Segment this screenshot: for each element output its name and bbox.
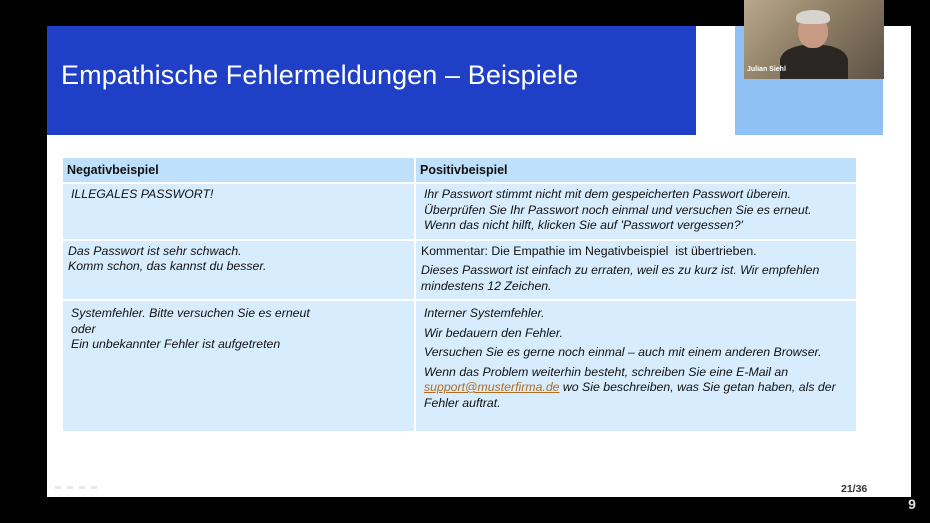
table-row xyxy=(63,241,856,300)
neg-line: ILLEGALES PASSWORT! xyxy=(71,187,214,201)
presenter-hair xyxy=(796,10,830,24)
pos-line: Versuchen Sie es gerne noch einmal – auch mit einem anderen Browser. xyxy=(424,345,822,359)
slide-toolbar xyxy=(55,486,97,489)
header-negative: Negativbeispiel xyxy=(63,158,414,182)
neg-line: Ein unbekannter Fehler ist aufgetreten xyxy=(71,337,281,351)
pos-line-contact xyxy=(421,365,851,412)
pos-line: Ihr Passwort stimmt nicht mit dem gespeicherten Passwort überein. xyxy=(424,187,791,201)
presentation-slide xyxy=(47,26,911,497)
neg-line: Das Passwort ist sehr schwach. xyxy=(68,243,242,258)
row1-negative xyxy=(63,184,414,239)
pos-line: Dieses Passwort ist einfach zu erraten, weil es zu kurz ist. Wir empfehlen mindestens 12 Zeichen. xyxy=(421,263,820,293)
table-row xyxy=(63,301,856,431)
toolbar-menu-icon[interactable] xyxy=(79,486,85,489)
title-band xyxy=(47,26,696,135)
row3-negative xyxy=(63,301,414,431)
row1-positive xyxy=(416,184,856,239)
toolbar-more-icon[interactable] xyxy=(91,486,97,489)
table-header-row xyxy=(63,158,856,182)
neg-line: oder xyxy=(71,321,96,336)
app-logo-icon: 9 xyxy=(908,496,916,512)
header-positive: Positivbeispiel xyxy=(416,158,856,182)
pos-line: Interner Systemfehler. xyxy=(424,306,545,320)
toolbar-prev-icon[interactable] xyxy=(55,486,61,489)
pos-line: Wir bedauern den Fehler. xyxy=(424,325,563,340)
slide-title: Empathische Fehlermeldungen – Beispiele xyxy=(61,60,579,90)
presenter-video xyxy=(744,0,884,79)
neg-line: Komm schon, das kannst du besser. xyxy=(68,259,267,273)
comment-line: Kommentar: Die Empathie im Negativbeispiel ist übertrieben. xyxy=(421,243,757,258)
presenter-name: Julian Siehl xyxy=(747,66,786,73)
toolbar-next-icon[interactable] xyxy=(67,486,73,489)
contact-text-after: wo Sie beschreiben, was Sie getan haben, als der Fehler auftrat. xyxy=(424,380,836,410)
pos-line: Überprüfen Sie Ihr Passwort noch einmal und versuchen Sie es erneut. xyxy=(424,202,812,217)
table-row xyxy=(63,184,856,239)
page-number: 21/36 xyxy=(841,483,868,495)
contact-text-before: Wenn das Problem weiterhin besteht, schreiben Sie eine E-Mail an xyxy=(424,364,789,379)
neg-line: Systemfehler. Bitte versuchen Sie es erneut xyxy=(71,306,310,320)
examples-table xyxy=(61,156,858,433)
support-email-link[interactable]: support@musterfirma.de xyxy=(424,380,560,394)
presenter-body xyxy=(780,45,848,79)
pos-line: Wenn das nicht hilft, klicken Sie auf 'Passwort vergessen?' xyxy=(424,218,743,232)
row2-negative xyxy=(63,241,414,300)
row2-positive xyxy=(416,241,856,300)
row3-positive xyxy=(416,301,856,431)
